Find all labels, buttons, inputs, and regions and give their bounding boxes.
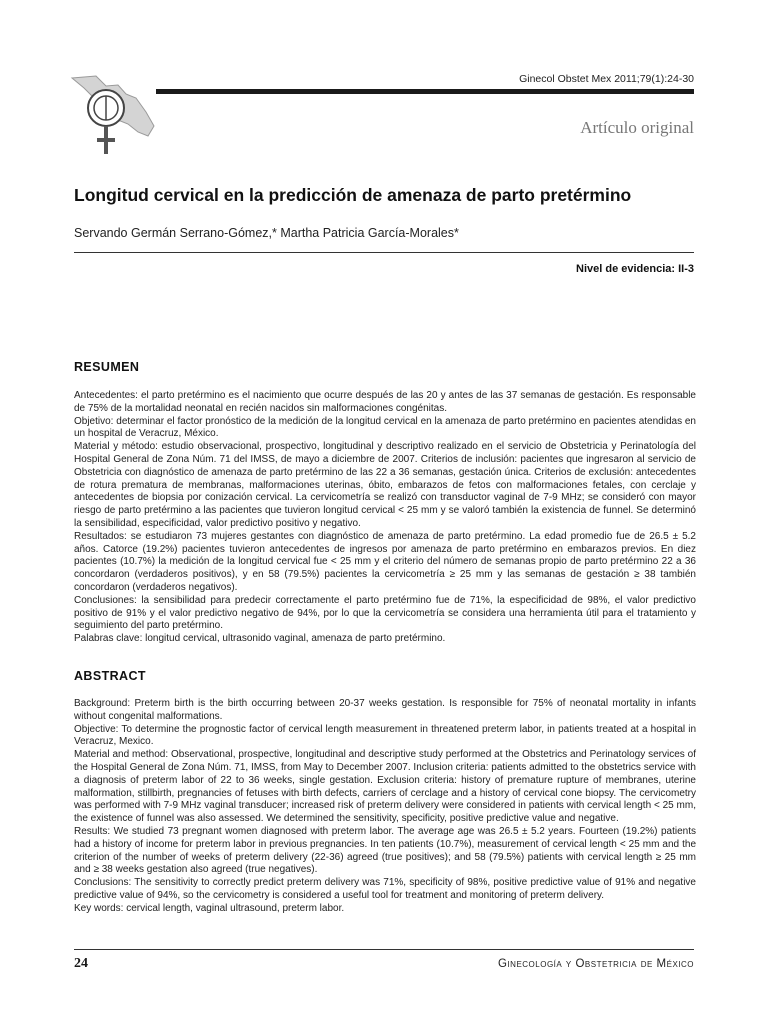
authors-rule (74, 252, 694, 253)
journal-name: Ginecología y Obstetricia de México (498, 958, 694, 970)
header-rule (156, 89, 694, 94)
article-authors: Servando Germán Serrano-Gómez,* Martha Patricia García-Morales* (74, 226, 459, 240)
abstract-results: Results: We studied 73 pregnant women diagnosed with preterm labor. The average age was 26.5 ± 5.2 years. Fourteen (19.2%) patients had a history of income for preterm labor in previous pregnancies. In ten patients (10.7%), measurement of cervical length < 25 mm and the criterion of the number of weeks of preterm delivery (22-36) agreed (true positives); and 58 (79.5%) patients with cervical length ≥ 25 mm and ≥ 38 weeks gestation also agreed (true negatives). (74, 825, 696, 876)
resumen-heading: RESUMEN (74, 360, 140, 374)
page-number: 24 (74, 956, 88, 971)
evidence-level: Nivel de evidencia: II-3 (576, 263, 694, 275)
journal-logo (66, 72, 160, 156)
resumen-conclusiones: Conclusiones: la sensibilidad para predecir correctamente el parto pretérmino fue de 71%, la especificidad de 98%, el valor predictivo positivo de 91% y el valor predictivo negativo de 94%, por lo que la cervicometría se considera una herramienta útil para el tratamiento y seguimiento del parto pretérmino. (74, 594, 696, 632)
journal-citation: Ginecol Obstet Mex 2011;79(1):24-30 (519, 73, 694, 85)
resumen-objetivo: Objetivo: determinar el factor pronóstico de la medición de la longitud cervical en la amenaza de parto pretérmino en pacientes atendidas en un hospital de Veracruz, México. (74, 415, 696, 440)
resumen-resultados: Resultados: se estudiaron 73 mujeres gestantes con diagnóstico de amenaza de parto pretérmino. La edad promedio fue de 26.5 ± 5.2 años. Catorce (19.2%) pacientes tuvieron antecedentes de ingresos por amenaza de parto pretérmino en embarazos previos. En diez pacientes (10.7%) la medición de la longitud cervical fue < 25 mm y el criterio del número de semanas propio de parto pretérmino 22 a 36 concordaron (verdaderos positivos), y en 58 (79.5%) pacientes la cervicometría ≥ 25 mm y las semanas de gestación ≥ 38 también concordaron (verdaderos negativos). (74, 530, 696, 593)
abstract-background: Background: Preterm birth is the birth occurring between 20-37 weeks gestation. Is responsible for 75% of neonatal mortality in infants without congenital malformations. (74, 698, 696, 722)
resumen-body (74, 390, 696, 646)
resumen-antecedentes: Antecedentes: el parto pretérmino es el nacimiento que ocurre después de las 20 y antes de las 37 semanas de gestación. Es responsable de 75% de la mortalidad neonatal en recién nacidos sin malformaciones congénitas. (74, 390, 696, 414)
abstract-key-words: Key words: cervical length, vaginal ultrasound, preterm labor. (74, 902, 345, 914)
article-type: Artículo original (580, 118, 694, 137)
abstract-objective: Objective: To determine the prognostic factor of cervical length measurement in threatened preterm labor, in patients treated at a hospital in Veracruz, Mexico. (74, 723, 696, 748)
abstract-body (74, 698, 696, 916)
abstract-material-method: Material and method: Observational, prospective, longitudinal and descriptive study performed at the Obstetrics and Perinatology services of the Hospital General de Zona Núm. 71, IMSS, from May to December 2007. Inclusion criteria: patients admitted to the obstetrics service with a diagnosis of preterm labor of 22 to 36 weeks, single gestation. Exclusion criteria: history of premature rupture of membranes, uterine malformation, stillbirth, pregnancies of fetuses with birth defects, carriers of cerclage and a history of cervical cone biopsy. The cervicometry was performed with 7-9 MHz vaginal transducer; increased risk of preterm delivery were considered in patients with cervical length < 25 mm, the existence of funnel was also assessed. We determined the sensitivity, specificity, positive predictive value and negative. (74, 749, 696, 825)
article-title: Longitud cervical en la predicción de amenaza de parto pretérmino (74, 185, 632, 205)
abstract-heading: ABSTRACT (74, 669, 146, 683)
abstract-conclusions: Conclusions: The sensitivity to correctly predict preterm delivery was 71%, specificity of 98%, positive predictive value of 91% and negative predictive value of 94%, so the cervicometry is considered a useful tool for treatment and monitoring of preterm delivery. (74, 877, 696, 901)
resumen-material-metodo: Material y método: estudio observacional, prospectivo, longitudinal y descriptivo realizado en el servicio de Obstetricia y Perinatología del Hospital General de Zona Núm. 71 del IMSS, de mayo a diciembre de 2007. Criterios de inclusión: pacientes que ingresaron al servicio de Obstetricia con diagnóstico de amenaza de parto pretérmino de las 22 a 36 semanas, gestación única. Criterios de exclusión: antecedentes de rotura prematura de membranas, malformaciones uterinas, óbito, embarazos de fetos con malformaciones fetales, con cerclaje y antecedentes de biopsia por conización cervical. La cervicometría se realizó con transductor vaginal de 7-9 MHz; se consideró con mayor riesgo de parto pretérmino a las pacientes que tuvieron longitud cervical < 25 mm y se valoró también la existencia de funnel. Se determinó la sensibilidad, especificidad, valor predictivo positivo y negativo. (74, 441, 696, 529)
footer-rule (74, 949, 694, 950)
resumen-palabras-clave: Palabras clave: longitud cervical, ultrasonido vaginal, amenaza de parto pretérmino. (74, 633, 446, 645)
